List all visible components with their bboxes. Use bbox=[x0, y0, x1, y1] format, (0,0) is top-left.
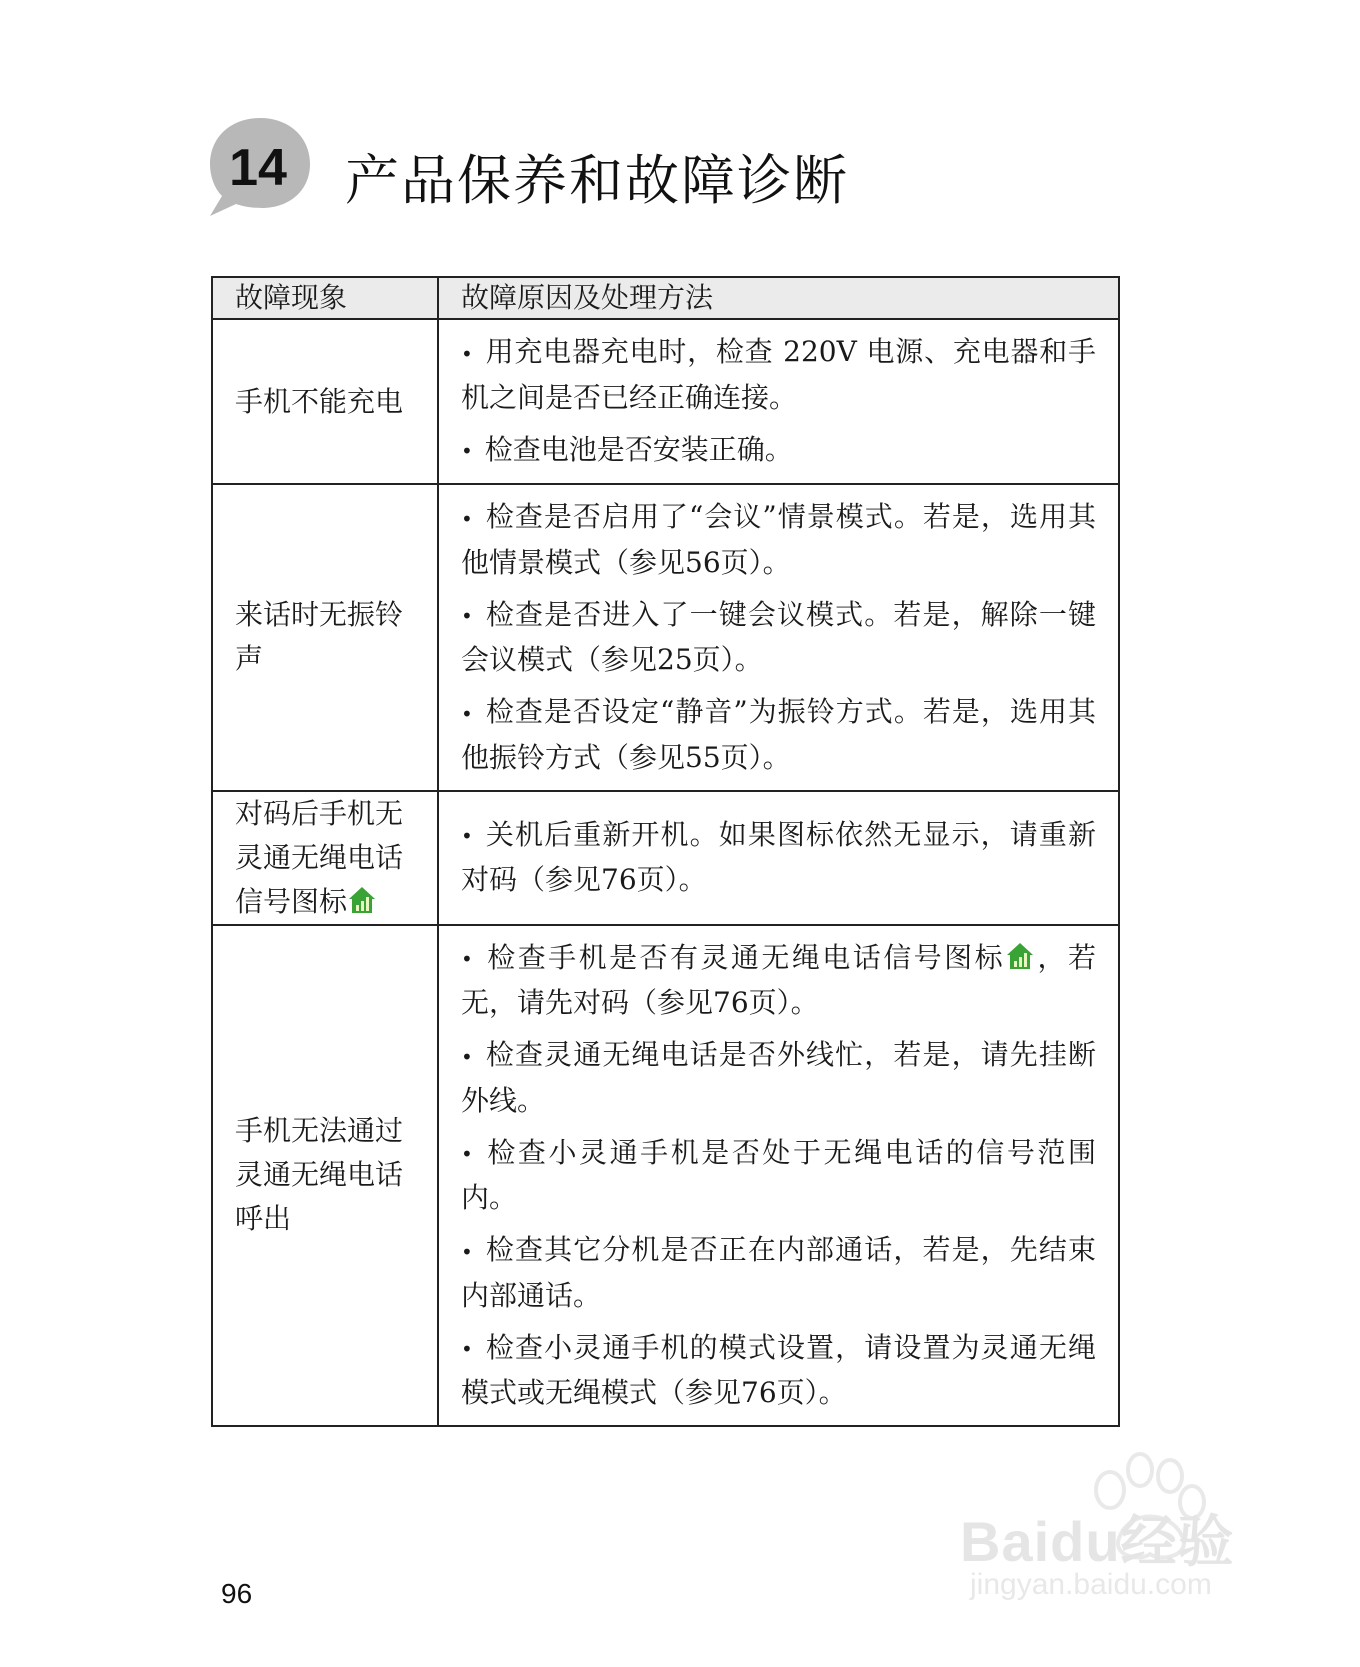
table-row bbox=[212, 925, 1119, 1427]
item-text: 检查是否进入了一键会议模式。若是，解除一键会议模式（参见25页）。 bbox=[461, 597, 1096, 676]
table-row bbox=[212, 484, 1119, 791]
symptom-cell: 手机无法通过灵通无绳电话呼出 bbox=[212, 925, 438, 1427]
list-item bbox=[461, 330, 1096, 420]
bullet-icon: • bbox=[461, 1239, 473, 1264]
list-item bbox=[461, 495, 1096, 585]
header-symptom: 故障现象 bbox=[212, 277, 438, 319]
list-item bbox=[461, 690, 1096, 780]
causes-cell bbox=[438, 791, 1119, 925]
home-signal-icon bbox=[1005, 940, 1035, 970]
chapter-badge bbox=[206, 116, 314, 220]
list-item bbox=[461, 936, 1096, 1026]
bullet-icon: • bbox=[461, 506, 473, 531]
bullet-icon: • bbox=[461, 1044, 473, 1069]
bullet-icon: • bbox=[461, 604, 473, 628]
symptom-cell: 来话时无振铃声 bbox=[212, 484, 438, 791]
table-row bbox=[212, 791, 1119, 925]
table-row bbox=[212, 319, 1119, 484]
table-header-row bbox=[212, 277, 1119, 319]
item-text: 检查小灵通手机的模式设置，请设置为灵通无绳模式或无绳模式（参见76页）。 bbox=[461, 1330, 1096, 1409]
causes-cell bbox=[438, 484, 1119, 791]
home-signal-icon bbox=[347, 884, 377, 914]
baidu-watermark bbox=[960, 1440, 1290, 1610]
bullet-icon: • bbox=[461, 439, 473, 463]
item-text: 检查是否设定“静音”为振铃方式。若是，选用其他振铃方式（参见55页）。 bbox=[461, 695, 1096, 774]
list-item bbox=[461, 813, 1096, 903]
item-text: 关机后重新开机。如果图标依然无显示，请重新对码（参见76页）。 bbox=[461, 817, 1096, 897]
list-item bbox=[461, 593, 1096, 683]
symptom-cell: 手机不能充电 bbox=[212, 319, 438, 484]
troubleshooting-table bbox=[211, 276, 1120, 1427]
symptom-cell bbox=[212, 791, 438, 925]
item-text: ，若无，请先对码（参见76页）。 bbox=[461, 940, 1096, 1019]
bullet-icon: • bbox=[461, 947, 473, 971]
page-number: 96 bbox=[221, 1578, 253, 1609]
item-text: 检查灵通无绳电话是否外线忙，若是，请先挂断外线。 bbox=[461, 1038, 1096, 1117]
header-cause-solution: 故障原因及处理方法 bbox=[438, 277, 1119, 319]
list-item bbox=[461, 1326, 1096, 1416]
watermark-url: jingyan.baidu.com bbox=[970, 1568, 1212, 1601]
symptom-text: 对码后手机无灵通无绳电话信号图标 bbox=[235, 796, 404, 918]
list-item bbox=[461, 1131, 1096, 1221]
item-text: 用充电器充电时，检查 220V 电源、充电器和手机之间是否已经正确连接。 bbox=[461, 335, 1096, 414]
bullet-icon: • bbox=[461, 1337, 473, 1361]
item-text: 检查电池是否安装正确。 bbox=[484, 432, 793, 466]
bullet-icon: • bbox=[461, 701, 473, 726]
list-item bbox=[461, 1228, 1096, 1318]
watermark-brand: Baidu经验 bbox=[960, 1510, 1235, 1573]
chapter-title: 产品保养和故障诊断 bbox=[345, 149, 849, 212]
item-text: 检查小灵通手机是否处于无绳电话的信号范围内。 bbox=[461, 1135, 1096, 1214]
bullet-icon: • bbox=[461, 341, 473, 366]
item-text: 检查手机是否有灵通无绳电话信号图标 bbox=[484, 940, 1006, 974]
item-text: 检查其它分机是否正在内部通话，若是，先结束内部通话。 bbox=[461, 1233, 1096, 1312]
list-item bbox=[461, 428, 1096, 474]
chapter-number: 14 bbox=[229, 139, 287, 197]
item-text: 检查是否启用了“会议”情景模式。若是，选用其他情景模式（参见56页）。 bbox=[461, 500, 1096, 579]
causes-cell bbox=[438, 925, 1119, 1427]
list-item bbox=[461, 1033, 1096, 1123]
causes-cell bbox=[438, 319, 1119, 484]
bullet-icon: • bbox=[461, 824, 473, 849]
bullet-icon: • bbox=[461, 1142, 473, 1166]
